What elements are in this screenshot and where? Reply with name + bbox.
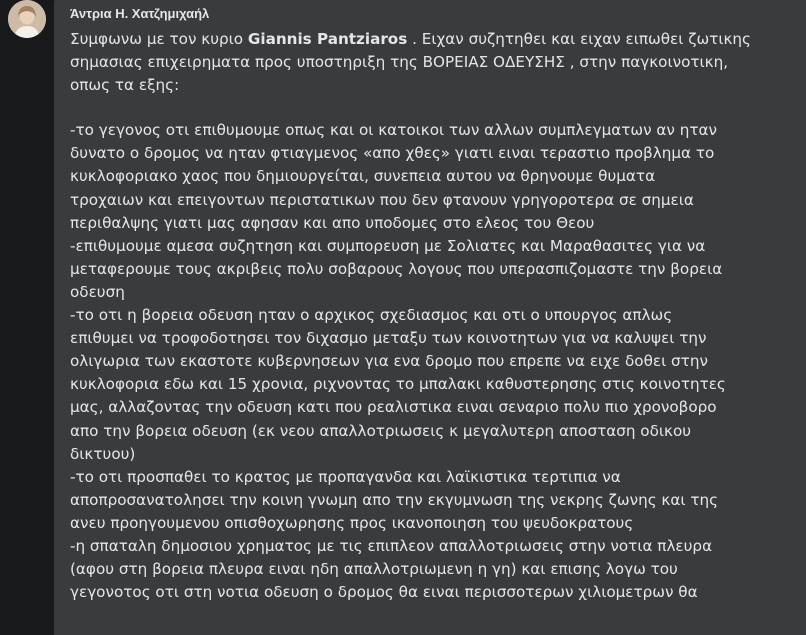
comment-text-line: μεταφερουμε τους ακριβεις πολυ σοβαρους λογους που υπερασπιζομαστε την βορεια [70,259,723,278]
comment-intro-line: σημασιας επιχειρηματα προς υποστηριξη της ΒΟΡΕΙΑΣ ΟΔΕΥΣΗΣ , στην παγκοινοτικη, [70,53,729,72]
comment-text-line: ολιγωρια των εκαστοτε κυβερνησεων για ενα δρομο που επρεπε να ειχε δοθει στην [70,352,708,371]
paragraph-gap [70,97,806,119]
intro-text-after: . Ειχαν συζητηθει και ειχαν ειπωθει ζωτικης [407,30,751,48]
comment-text-line: -το γεγονος οτι επιθυμουμε οπως και οι κατοικοι των αλλων συμπλεγματων αν ηταν [70,121,718,140]
comment-text-line: περιθαλψης γιατι μας αφησαν και απο υποδομες στο ελεος του Θεου [70,213,595,232]
comment-text-line: -η σπαταλη δημοσιου χρηματος με τις επιπλεον απαλλοτριωσεις στην νοτια πλευρα [70,536,713,555]
comment-text-line: (αφου στη βορεια πλευρα ειναι ηδη απαλλοτριωμενη η γη) και επισης λογω του [70,560,678,579]
comment-text-line: κυκλοφοριακο χαος που δημιουργείται, συνεπεια αυτου να θρηνουμε θυματα [70,167,656,186]
comment-text-line: ανευ προηγουμενου οπισθοχωρησης προς ικανοποιηση του ψευδοκρατους [70,513,634,532]
mentioned-user-link[interactable]: Giannis Pantziaros [247,30,408,48]
author-avatar[interactable] [8,0,46,38]
intro-text-before: Συμφωνω με τον κυριο [70,30,248,48]
comment-text-line: επιθυμει να τροφοδοτησει τον διχασμο μεταξυ των κοινοτητων για να καλυψει την [70,329,707,348]
comment-intro-line: οπως τα εξης: [70,76,180,95]
comment-text-line: γεγονοτος οτι στη νοτια οδευση ο δρομος θα ειναι περισσοτερων χιλιομετρων θα [70,583,698,602]
comment-text-line: οδευση [70,282,125,301]
comment-text-line: κυκλοφορια εδω και 15 χρονια, ριχνοντας το μπαλακι καθυστερησης στις κοινοτητες [70,375,726,394]
avatar-photo-icon [8,0,46,38]
comment-text-line: -επιθυμουμε αμεσα συζητηση και συμπορευση με Σολιατες και Μαραθασιτες για να [70,236,706,255]
comment-text-line: -το οτι η βορεια οδευση ηταν ο αρχικος σχεδιασμος και οτι ο υπουργος απλως [70,306,673,325]
comment-text-line: δυνατο ο δρομος να ηταν φτιαγμενος «απο χθες» γιατι ειναι τεραστιο προβλημα το [70,144,715,163]
comment-text-line: δικτυου) [70,444,136,463]
comment-text-line: αποπροσανατολησει την κοινη γνωμη απο την εκγυμνωση της νεκρης ζωνης και της [70,490,719,509]
comment-argument-list [70,119,806,604]
comment-text-line: απο την βορεια οδευση (εκ νεου απαλλοτριωσεις κ μεγαλυτερη αποσταση οδικου [70,421,692,440]
comment-text-line: μας, αλλαζοντας την οδευση κατι που ρεαλιστικα ειναι σεναριο πολυ πιο χρονοβορο [70,398,717,417]
comment-text-line: -το οτι προσπαθει το κρατος με προπαγανδα και λαϊκιστικα τερτιπια να [70,467,621,486]
comment-author-name[interactable]: Άντρια Η. Χατζημιχαήλ [70,6,210,21]
comment-intro-line [70,28,806,51]
comment-text [70,28,806,604]
comment-text-line: τροχαιων και επειγοντων περιστατικων που δεν φτανουν γρηγοροτερα σε σημεια [70,190,694,209]
